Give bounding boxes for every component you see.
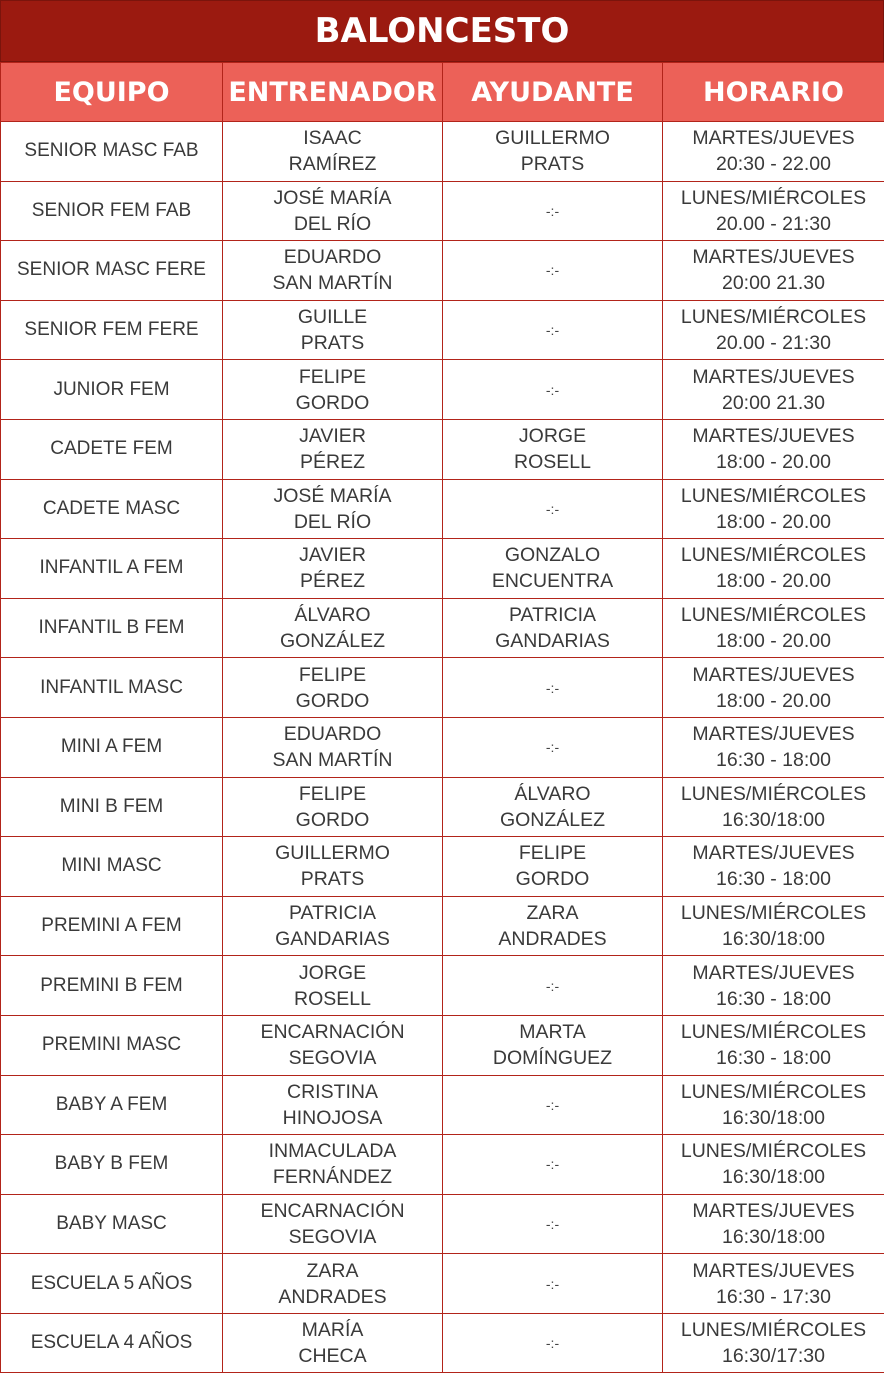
table-header <box>1 63 884 122</box>
coach-cell <box>223 896 443 956</box>
coach-line: JAVIER <box>299 425 366 448</box>
assistant-line: DOMÍNGUEZ <box>492 1047 613 1070</box>
schedule-line: 16:30/18:00 <box>721 1166 825 1189</box>
team-cell: PREMINI A FEM <box>1 896 223 956</box>
schedule-line: 16:30 - 18:00 <box>716 749 831 772</box>
schedule-cell <box>663 777 884 837</box>
schedule-line: LUNES/MIÉRCOLES <box>680 902 867 925</box>
assistant-cell <box>443 479 663 539</box>
coach-cell <box>223 956 443 1016</box>
assistant-line: -:- <box>545 381 560 398</box>
assistant-cell <box>443 1015 663 1075</box>
coach-line: DEL RÍO <box>293 510 372 533</box>
team-cell: SENIOR MASC FAB <box>1 122 223 182</box>
header-row <box>1 63 884 122</box>
table-row <box>1 1254 884 1314</box>
assistant-cell <box>443 1075 663 1135</box>
coach-line: SEGOVIA <box>288 1225 377 1248</box>
schedule-line: 16:30/18:00 <box>721 1225 825 1248</box>
schedule-line: MARTES/JUEVES <box>692 961 855 984</box>
table-row <box>1 1194 884 1254</box>
assistant-line: GUILLERMO <box>495 127 610 150</box>
team-cell: INFANTIL A FEM <box>1 539 223 599</box>
assistant-line: -:- <box>545 500 560 517</box>
schedule-line: LUNES/MIÉRCOLES <box>680 306 867 329</box>
schedule-line: LUNES/MIÉRCOLES <box>680 1080 867 1103</box>
assistant-line: GANDARIAS <box>495 630 610 653</box>
team-cell: PREMINI MASC <box>1 1015 223 1075</box>
coach-line: GANDARIAS <box>275 928 390 951</box>
assistant-line: GONZALO <box>504 544 601 567</box>
assistant-line: -:- <box>545 1215 560 1232</box>
assistant-line: -:- <box>545 262 560 279</box>
assistant-cell <box>443 419 663 479</box>
schedule-line: 16:30/17:30 <box>721 1345 825 1368</box>
assistant-line: -:- <box>545 322 560 339</box>
assistant-cell <box>443 539 663 599</box>
schedule-line: LUNES/MIÉRCOLES <box>680 186 867 209</box>
coach-line: PRATS <box>300 868 365 891</box>
schedule-line: 18:00 - 20.00 <box>716 451 831 474</box>
table-row <box>1 419 884 479</box>
table-row <box>1 181 884 241</box>
schedule-line: 16:30/18:00 <box>721 808 825 831</box>
coach-line: PÉREZ <box>299 451 365 474</box>
assistant-line: -:- <box>545 1335 560 1352</box>
assistant-line: -:- <box>545 1275 560 1292</box>
coach-line: GUILLERMO <box>275 842 390 865</box>
coach-line: GORDO <box>295 808 370 831</box>
assistant-line: MARTA <box>519 1021 586 1044</box>
schedule-line: 16:30 - 18:00 <box>716 987 831 1010</box>
coach-line: ENCARNACIÓN <box>260 1199 405 1222</box>
team-cell: CADETE FEM <box>1 419 223 479</box>
table-row <box>1 300 884 360</box>
schedule-line: MARTES/JUEVES <box>692 663 855 686</box>
assistant-cell <box>443 956 663 1016</box>
assistant-line: ENCUENTRA <box>491 570 614 593</box>
coach-cell <box>223 360 443 420</box>
team-cell: MINI A FEM <box>1 717 223 777</box>
schedule-cell <box>663 1015 884 1075</box>
schedule-line: LUNES/MIÉRCOLES <box>680 544 867 567</box>
assistant-line: GONZÁLEZ <box>499 808 606 831</box>
assistant-line: JORGE <box>518 425 587 448</box>
coach-line: CHECA <box>298 1345 367 1368</box>
coach-line: JORGE <box>298 961 367 984</box>
coach-cell <box>223 837 443 897</box>
schedule-line: MARTES/JUEVES <box>692 842 855 865</box>
schedule-line: 20:30 - 22.00 <box>716 153 831 176</box>
schedule-cell <box>663 658 884 718</box>
schedule-line: MARTES/JUEVES <box>692 723 855 746</box>
schedule-line: 16:30 - 18:00 <box>716 1047 831 1070</box>
schedule-cell <box>663 539 884 599</box>
coach-line: FELIPE <box>298 782 367 805</box>
team-cell: PREMINI B FEM <box>1 956 223 1016</box>
coach-line: SAN MARTÍN <box>272 749 393 772</box>
assistant-cell <box>443 181 663 241</box>
coach-line: SEGOVIA <box>288 1047 377 1070</box>
coach-cell <box>223 1313 443 1373</box>
coach-line: GUILLE <box>297 306 368 329</box>
coach-line: JOSÉ MARÍA <box>273 186 392 209</box>
assistant-cell <box>443 1254 663 1314</box>
coach-line: GORDO <box>295 391 370 414</box>
schedule-line: MARTES/JUEVES <box>692 127 855 150</box>
schedule-line: MARTES/JUEVES <box>692 1259 855 1282</box>
coach-line: ENCARNACIÓN <box>260 1021 405 1044</box>
assistant-cell <box>443 717 663 777</box>
coach-line: GORDO <box>295 689 370 712</box>
coach-line: INMACULADA <box>268 1140 397 1163</box>
schedule-line: 16:30 - 17:30 <box>716 1285 831 1308</box>
coach-line: PATRICIA <box>288 902 377 925</box>
coach-line: FERNÁNDEZ <box>272 1166 393 1189</box>
coach-cell <box>223 658 443 718</box>
coach-cell <box>223 479 443 539</box>
schedule-cell <box>663 360 884 420</box>
assistant-cell <box>443 122 663 182</box>
schedule-cell <box>663 1254 884 1314</box>
coach-cell <box>223 1135 443 1195</box>
coach-line: RAMÍREZ <box>288 153 377 176</box>
schedule-line: LUNES/MIÉRCOLES <box>680 1021 867 1044</box>
schedule-cell <box>663 122 884 182</box>
table-row <box>1 122 884 182</box>
schedule-cell <box>663 241 884 301</box>
schedule-cell <box>663 837 884 897</box>
assistant-cell <box>443 1194 663 1254</box>
schedule-cell <box>663 181 884 241</box>
coach-line: JOSÉ MARÍA <box>273 484 392 507</box>
table-row <box>1 241 884 301</box>
schedule-line: 20.00 - 21:30 <box>716 332 831 355</box>
coach-line: FELIPE <box>298 663 367 686</box>
coach-line: ANDRADES <box>278 1285 387 1308</box>
coach-cell <box>223 1075 443 1135</box>
schedule-line: MARTES/JUEVES <box>692 1199 855 1222</box>
table-row <box>1 479 884 539</box>
schedule-cell <box>663 300 884 360</box>
assistant-line: ANDRADES <box>498 928 607 951</box>
table-row <box>1 717 884 777</box>
assistant-line: -:- <box>545 1156 560 1173</box>
schedule-cell <box>663 598 884 658</box>
coach-cell <box>223 777 443 837</box>
team-cell: ESCUELA 5 AÑOS <box>1 1254 223 1314</box>
team-cell: BABY A FEM <box>1 1075 223 1135</box>
assistant-cell <box>443 360 663 420</box>
assistant-cell <box>443 837 663 897</box>
table-row <box>1 598 884 658</box>
team-cell: BABY MASC <box>1 1194 223 1254</box>
team-cell: INFANTIL B FEM <box>1 598 223 658</box>
coach-cell <box>223 717 443 777</box>
schedule-cell <box>663 1075 884 1135</box>
coach-line: ISAAC <box>303 127 362 150</box>
assistant-line: -:- <box>545 679 560 696</box>
schedule-line: LUNES/MIÉRCOLES <box>680 1319 867 1342</box>
table-row <box>1 360 884 420</box>
table-row <box>1 1135 884 1195</box>
schedule-line: 20.00 - 21:30 <box>716 212 831 235</box>
team-cell: JUNIOR FEM <box>1 360 223 420</box>
schedule-line: 20:00 21.30 <box>721 272 825 295</box>
coach-cell <box>223 1194 443 1254</box>
coach-cell <box>223 300 443 360</box>
table-row <box>1 539 884 599</box>
coach-line: ZARA <box>306 1259 359 1282</box>
assistant-cell <box>443 1313 663 1373</box>
assistant-line: -:- <box>545 977 560 994</box>
table-row <box>1 658 884 718</box>
schedule-line: 18:00 - 20.00 <box>716 689 831 712</box>
schedule-line: MARTES/JUEVES <box>692 246 855 269</box>
schedule-line: 20:00 21.30 <box>721 391 825 414</box>
schedule-line: 18:00 - 20.00 <box>716 510 831 533</box>
table-row <box>1 777 884 837</box>
coach-cell <box>223 419 443 479</box>
team-cell: MINI MASC <box>1 837 223 897</box>
header-assistant: AYUDANTE <box>443 63 663 122</box>
assistant-cell <box>443 1135 663 1195</box>
coach-line: CRISTINA <box>286 1080 378 1103</box>
assistant-cell <box>443 598 663 658</box>
coach-line: PÉREZ <box>299 570 365 593</box>
header-team: EQUIPO <box>1 63 223 122</box>
schedule-cell <box>663 717 884 777</box>
coach-line: HINOJOSA <box>282 1106 383 1129</box>
assistant-cell <box>443 777 663 837</box>
team-cell: SENIOR FEM FAB <box>1 181 223 241</box>
coach-line: GONZÁLEZ <box>279 630 386 653</box>
coach-cell <box>223 1015 443 1075</box>
schedule-line: MARTES/JUEVES <box>692 425 855 448</box>
schedule-line: MARTES/JUEVES <box>692 365 855 388</box>
schedule-cell <box>663 1194 884 1254</box>
coach-line: JAVIER <box>299 544 366 567</box>
team-cell: ESCUELA 4 AÑOS <box>1 1313 223 1373</box>
table-body <box>1 122 884 1373</box>
coach-cell <box>223 241 443 301</box>
schedule-line: 16:30 - 18:00 <box>716 868 831 891</box>
table-row <box>1 1313 884 1373</box>
schedule-cell <box>663 956 884 1016</box>
schedule-cell <box>663 479 884 539</box>
assistant-line: -:- <box>545 739 560 756</box>
assistant-line: GORDO <box>515 868 590 891</box>
schedule-cell <box>663 419 884 479</box>
table-row <box>1 1075 884 1135</box>
header-schedule: HORARIO <box>663 63 884 122</box>
coach-line: MARÍA <box>301 1319 364 1342</box>
assistant-line: PRATS <box>520 153 585 176</box>
assistant-cell <box>443 241 663 301</box>
coach-cell <box>223 598 443 658</box>
schedule-line: 16:30/18:00 <box>721 1106 825 1129</box>
schedule-line: LUNES/MIÉRCOLES <box>680 782 867 805</box>
schedule-line: LUNES/MIÉRCOLES <box>680 1140 867 1163</box>
coach-line: FELIPE <box>298 365 367 388</box>
team-cell: BABY B FEM <box>1 1135 223 1195</box>
schedule-line: 18:00 - 20.00 <box>716 630 831 653</box>
assistant-line: PATRICIA <box>508 604 597 627</box>
assistant-cell <box>443 300 663 360</box>
coach-line: PRATS <box>300 332 365 355</box>
schedule-line: 18:00 - 20.00 <box>716 570 831 593</box>
coach-line: ÁLVARO <box>294 604 371 627</box>
assistant-line: ROSELL <box>514 451 591 474</box>
team-cell: SENIOR MASC FERE <box>1 241 223 301</box>
table-row <box>1 956 884 1016</box>
header-coach: ENTRENADOR <box>223 63 443 122</box>
assistant-line: -:- <box>545 202 560 219</box>
coach-line: EDUARDO <box>283 246 382 269</box>
assistant-line: ZARA <box>526 902 579 925</box>
coach-cell <box>223 1254 443 1314</box>
assistant-line: ÁLVARO <box>514 782 591 805</box>
coach-cell <box>223 122 443 182</box>
table-row <box>1 837 884 897</box>
assistant-cell <box>443 658 663 718</box>
assistant-cell <box>443 896 663 956</box>
coach-cell <box>223 181 443 241</box>
team-cell: SENIOR FEM FERE <box>1 300 223 360</box>
coach-cell <box>223 539 443 599</box>
team-cell: MINI B FEM <box>1 777 223 837</box>
schedule-cell <box>663 896 884 956</box>
table-row <box>1 1015 884 1075</box>
schedule-line: LUNES/MIÉRCOLES <box>680 604 867 627</box>
coach-line: EDUARDO <box>283 723 382 746</box>
coach-line: DEL RÍO <box>293 212 372 235</box>
schedule-cell <box>663 1135 884 1195</box>
coach-line: SAN MARTÍN <box>272 272 393 295</box>
team-cell: CADETE MASC <box>1 479 223 539</box>
table-row <box>1 896 884 956</box>
schedule-line: LUNES/MIÉRCOLES <box>680 484 867 507</box>
coach-line: ROSELL <box>294 987 371 1010</box>
page-title: BALONCESTO <box>0 0 884 62</box>
schedule-line: 16:30/18:00 <box>721 928 825 951</box>
assistant-line: FELIPE <box>518 842 587 865</box>
schedule-table <box>0 62 884 1373</box>
team-cell: INFANTIL MASC <box>1 658 223 718</box>
schedule-cell <box>663 1313 884 1373</box>
assistant-line: -:- <box>545 1096 560 1113</box>
